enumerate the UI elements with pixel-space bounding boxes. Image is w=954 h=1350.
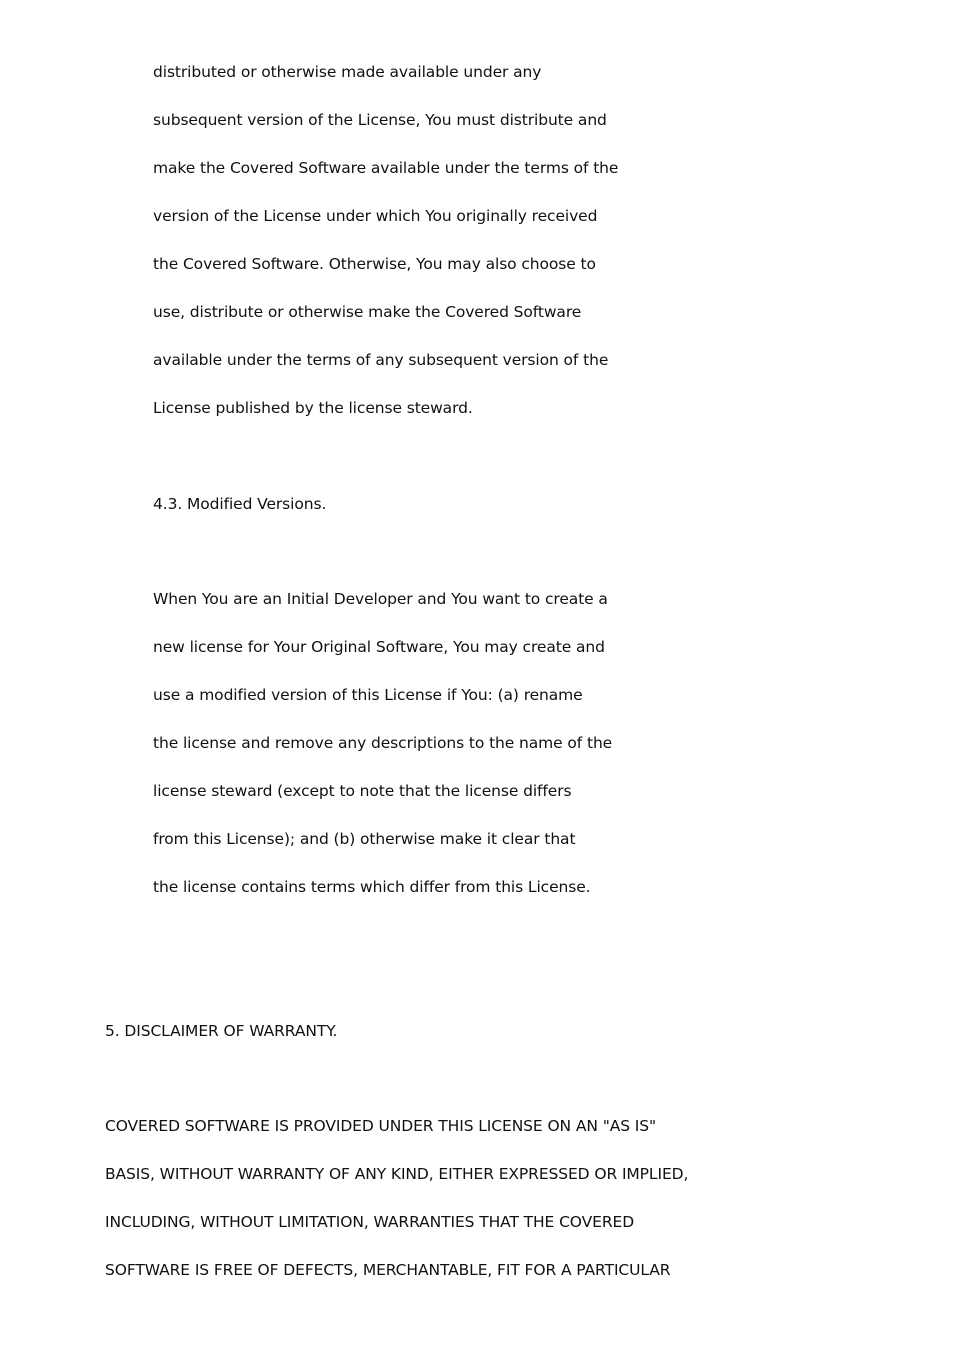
- text-line: SOFTWARE IS FREE OF DEFECTS, MERCHANTABLE, FIT FOR A PARTICULAR: [105, 1261, 671, 1279]
- text-line: BASIS, WITHOUT WARRANTY OF ANY KIND, EITHER EXPRESSED OR IMPLIED,: [105, 1165, 689, 1183]
- text-line: the license and remove any descriptions to the name of the: [153, 734, 613, 752]
- text-line: new license for Your Original Software, You may create and: [153, 638, 605, 656]
- section-4-3-heading: 4.3. Modified Versions.: [153, 495, 327, 513]
- text-line: version of the License under which You originally received: [153, 207, 598, 225]
- text-line: license steward (except to note that the license differs: [153, 782, 572, 800]
- text-line: make the Covered Software available under the terms of the: [153, 159, 619, 177]
- text-line: subsequent version of the License, You must distribute and: [153, 111, 607, 129]
- section-5-heading: 5. DISCLAIMER OF WARRANTY.: [105, 1022, 338, 1040]
- text-line: the license contains terms which differ from this License.: [153, 878, 591, 896]
- text-line: COVERED SOFTWARE IS PROVIDED UNDER THIS LICENSE ON AN "AS IS": [105, 1117, 657, 1135]
- text-line: the Covered Software. Otherwise, You may also choose to: [153, 255, 596, 273]
- text-line: distributed or otherwise made available under any: [153, 63, 542, 81]
- text-line: When You are an Initial Developer and You want to create a: [153, 590, 608, 608]
- text-line: use, distribute or otherwise make the Covered Software: [153, 303, 582, 321]
- text-line: License published by the license steward.: [153, 399, 473, 417]
- text-line: use a modified version of this License if You: (a) rename: [153, 686, 583, 704]
- text-line: from this License); and (b) otherwise make it clear that: [153, 830, 576, 848]
- text-line: available under the terms of any subsequent version of the: [153, 351, 609, 369]
- text-line: INCLUDING, WITHOUT LIMITATION, WARRANTIES THAT THE COVERED: [105, 1213, 635, 1231]
